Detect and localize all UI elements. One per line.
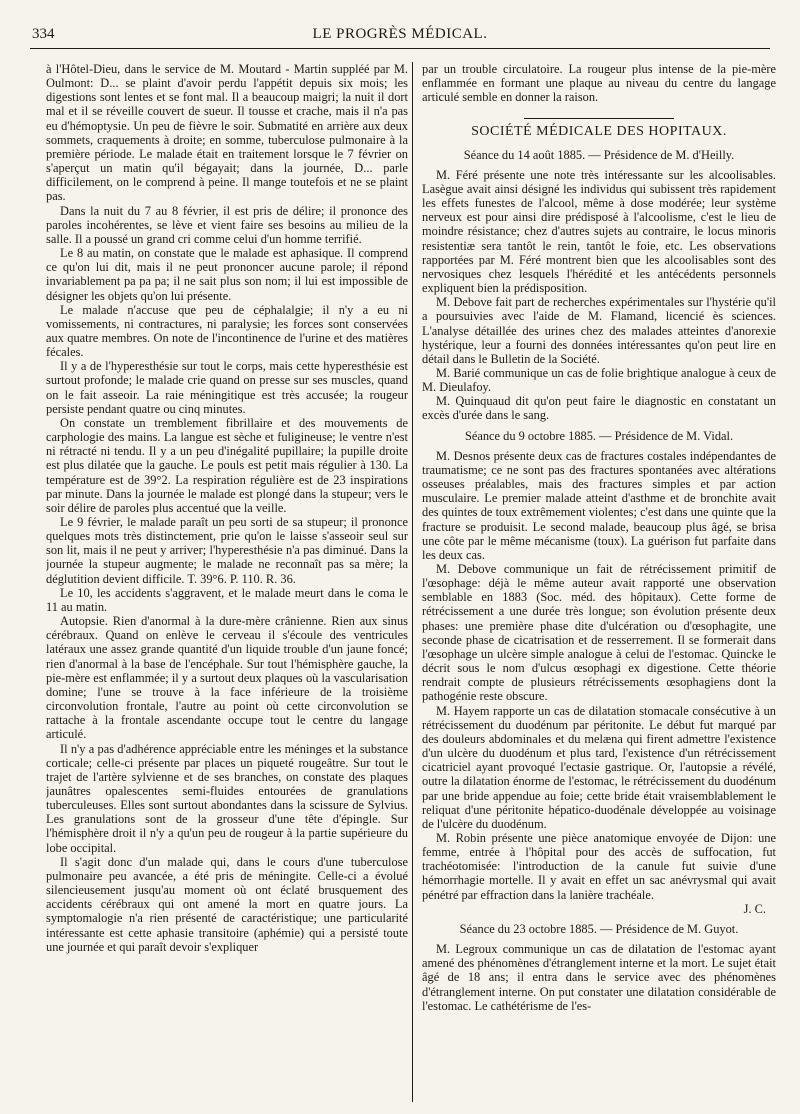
paragraph: M. Desnos présente deux cas de fractures costales indépendantes de traumatisme; ce ne sont pas des fractures spontanées avec altérations osseuses préalables, mais des fractures simples et par action musculaire. Le premier malade atteint d'asthme et de bronchite avait des quintes de toux extrêmement violentes; c'est dans une quinte que la fracture se produisit. Le second malade, beaucoup plus âgé, se brisa une côte par le même mécanisme (toux). La guérison fut parfaite dans les deux cas.: [422, 448, 776, 562]
paragraph: Dans la nuit du 7 au 8 février, il est pris de délire; il prononce des paroles incohérentes, se lève et vient faire ses besoins au milieu de la salle. Il a poussé un grand cri comme celui d'un homme terrifié.: [46, 203, 408, 246]
page-number: 334: [32, 26, 55, 42]
page-header: [30, 22, 770, 49]
seance-heading: Séance du 23 octobre 1885. — Présidence de M. Guyot.: [459, 921, 739, 936]
paragraph: Il y a de l'hyperesthésie sur tout le corps, mais cette hyperesthésie est surtout profonde; le malade crie quand on presse sur ses muscles, quand on le fait asseoir. La raie méningitique est très accusée; la rougeur persiste pendant quatre ou cinq minutes.: [46, 359, 408, 416]
paragraph: M. Legroux communique un cas de dilatation de l'estomac ayant amené des phénomènes d'étranglement interne et la mort. Le sujet était âgé de 18 ans; il entra dans le service avec des phénomènes d'étranglement interne. On put constater une dilatation considérable de l'estomac. Le cathétérisme de l'es-: [422, 942, 776, 1013]
paragraph: Le 10, les accidents s'aggravent, et le malade meurt dans le coma le 11 au matin.: [46, 585, 408, 614]
paragraph: M. Debove communique un fait de rétrécissement primitif de l'œsophage: déjà le même auteur avait rapporté une observation semblable en 1883 (Soc. méd. des hôpitaux). Cette forme de rétrécissement a une durée très longue; son évolution présente deux phases: une première phase dite d'ulcération ou d'œsophagite, une seconde phase de cicatrisation et de resserrement. Il se formerait dans l'œsophage un ulcère simple analogue à celui de l'estomac. Quincke le décrit sous le nom d'ulcus œsophagi ex digestione. Cette théorie rendrait compte de plusieurs rétrécissements œsophagiens dont la pathogénie reste obscure.: [422, 562, 776, 704]
seance-heading: Séance du 9 octobre 1885. — Présidence de M. Vidal.: [464, 428, 734, 443]
paragraph: Il n'y a pas d'adhérence appréciable entre les méninges et la substance corticale; celle-ci présente par places un piqueté rougeâtre. Sur tout le trajet de l'artère sylvienne et de ses branches, on constate des plaques jaunâtres opalescentes semi-fluides entourées de granulations tuberculeuses. Elles sont surtout abondantes dans la scissure de Sylvius. Les granulations sont de la grosseur d'une tête d'épingle. Sur l'hémisphère droit il n'y a qu'un peu de rougeur à la partie supérieure du lobe occipital.: [46, 741, 408, 855]
paragraph: On constate un tremblement fibrillaire et des mouvements de carphologie des mains. La langue est sèche et fuligineuse; le ventre n'est ni rétracté ni tendu. Il y a un peu d'inégalité pupillaire; la pupille droite est plus dilatée que la gauche. Le pouls est petit mais régulier à 130. La température est de 39°2. La respiration régulière est de 23 inspirations par minute. Dans la journée le malade est plongé dans la stupeur; vers le soir délire de paroles plus accentué que la veille.: [46, 415, 408, 515]
paragraph-autopsie: Autopsie. Rien d'anormal à la dure-mère crânienne. Rien aux sinus cérébraux. Quand on enlève le cerveau il s'écoule des ventricules latéraux une assez grande quantité d'un liquide trouble d'un jaune foncé; rien d'anormal à la base de l'encéphale. Sur tout l'hémisphère gauche, la pie-mère est enflammée; il y a surtout deux plaques où la vascularisation domine; l'une se trouve à la face inférieure de la troisième circonvolution frontale, l'autre au point où cette circonvolution se rattache à la frontale ascendante occupe tout le centre du langage articulé.: [46, 614, 408, 742]
paragraph: M. Debove fait part de recherches expérimentales sur l'hystérie qu'il a poursuivies avec l'aide de M. Flamand, licencié ès sciences. L'analyse détaillée des urines chez des malades atteintes d'anorexie hystérique, leur a fourni des données intéressantes qu'on peut lire en détail dans le Bulletin de la Société.: [422, 295, 776, 366]
paragraph: par un trouble circulatoire. La rougeur plus intense de la pie-mère enflammée en formant une plaque au niveau du centre du langage articulé semble en donner la raison.: [422, 62, 776, 105]
paragraph: M. Quinquaud dit qu'on peut faire le diagnostic en constatant un excès d'urée dans le sang.: [422, 394, 776, 423]
right-column: [422, 62, 776, 1102]
paragraph: M. Hayem rapporte un cas de dilatation stomacale consécutive à un rétrécissement du duodénum par péritonite. Le début fut marqué par des douleurs abdominales et du melæna qui firent admettre l'existence d'un ulcère du duodénum et plus tard, l'existence d'un rétrécissement cicatriciel ayant provoqué l'ectasie gastrique. Or, l'autopsie a révélé, outre la dilatation énorme de l'estomac, le rétrécissement du duodénum par une bride appendue au foie; cette bride était vraisemblablement le reliquat d'une péritonite hépatico-duodénale développée au voisinage de l'ulcère du duodénum.: [422, 703, 776, 831]
paragraph: M. Barié communique un cas de folie brightique analogue à ceux de M. Dieulafoy.: [422, 365, 776, 395]
paragraph: à l'Hôtel-Dieu, dans le service de M. Moutard - Martin suppléé par M. Oulmont: D... se plaint d'avoir perdu l'appétit depuis six mois; les digestions sont lentes et se font mal. Il a beaucoup maigri; la nuit il dort mal et il se réveille couvert de sueur. Il tousse et crache, mais il n'a pas eu d'hémoptysie. Un peu de fièvre le soir. Submatité en arrière aux deux sommets, craquements à droite; en somme, tuberculose pulmonaire à la première période. Le malade était en traitement lorsque le 7 février on s'aperçut un matin qu'il bégayait; dans la journée, D... parle difficilement, on le comprend à peine. Il mange toutefois et ne se plaint pas.: [46, 62, 408, 204]
paragraph: M. Féré présente une note très intéressante sur les alcoolisables. Lasègue avait ainsi désigné les individus qui subissent très rapidement les effets funestes de l'alcool, même à dose modérée; leur système nerveux est pour ainsi dire prédisposé à l'alcoolisme, c'est le lieu de moindre résistance; chez d'autres sujets au contraire, le locus minoris resistentiæ sera tantôt le rein, tantôt le foie, etc. Les observations rapportées par M. Féré montrent bien que les alcoolisables sont des nervosiques chez lesquels l'hérédité et les antécédents personnels expliquent bien la prédisposition.: [422, 167, 776, 296]
paragraph: Le 8 au matin, on constate que le malade est aphasique. Il comprend ce qu'on lui dit, mais il ne peut prononcer aucune parole; il répond invariablement pa pa pa; il ne sait plus son nom; il lui est impossible de désigner les objets qu'on lui présente.: [46, 246, 408, 303]
column-divider: [412, 62, 413, 1102]
paragraph: M. Robin présente une pièce anatomique envoyée de Dijon: une femme, entrée à l'hôpital pour des accès de suffocation, fut trachéotomisée: l'introduction de la canule fut suivie d'une hémorrhagie mortelle. Il y avait en effet un sac anévrysmal qui avait pénétré par effraction dans la lanière trachéale.: [422, 830, 776, 902]
signature: J. C.: [743, 901, 766, 916]
section-title: SOCIÉTÉ MÉDICALE DES HOPITAUX.: [471, 124, 727, 140]
paragraph: Il s'agit donc d'un malade qui, dans le cours d'une tuberculose pulmonaire peu avancée, a été pris de méningite. Celle-ci a évolué silencieusement jusqu'au moment où ont éclaté brusquement des accidents cérébraux qui ont amené la mort en quatre jours. La symptomalogie n'a rien présenté de caractéristique; une particularité intéressante est cette aphasie transitoire (aphémie) qui a persisté toute une journée et qui paraît devoir s'expliquer: [46, 854, 408, 954]
section-separator: [524, 118, 674, 119]
paragraph: Le malade n'accuse que peu de céphalalgie; il n'y a eu ni vomissements, ni contractures, ni paralysie; les forces sont conservées aux quatre membres. On note de l'incontinence de l'urine et des matières fécales.: [46, 302, 408, 360]
journal-title: LE PROGRÈS MÉDICAL.: [312, 26, 488, 42]
left-column: [46, 62, 408, 1102]
paragraph: Le 9 février, le malade paraît un peu sorti de sa stupeur; il prononce quelques mots très distinctement, prie qu'on le laisse s'asseoir seul sur son lit, mais il ne peut y arriver; l'hyperesthésie n'a pas diminué. Dans la journée la stupeur augmente; le malade ne reconnaît pas sa mère; la déglutition devient difficile. T. 39°6. P. 110. R. 36.: [46, 515, 408, 586]
seance-heading: Séance du 14 août 1885. — Présidence de M. d'Heilly.: [463, 147, 735, 162]
